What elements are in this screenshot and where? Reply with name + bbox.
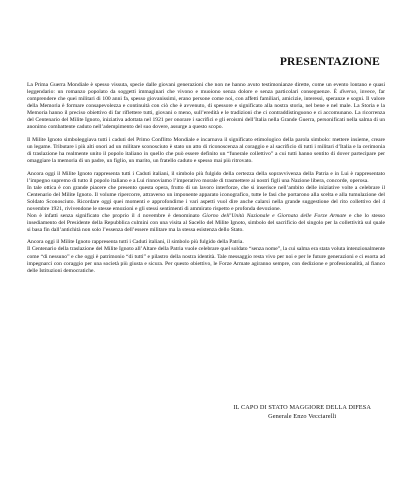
presentation-body (27, 82, 385, 280)
signature-name: Generale Enzo Vecciarelli (268, 412, 337, 420)
body-paragraph (27, 239, 385, 274)
paragraph-text: Il Milite Ignoto simboleggiava tutti i caduti del Primo Conflitto Mondiale e incarnava il significato etimologico della parola simbolo: mettere insieme, creare un legame. Tributare i più alti onori ad un militare sconosciuto è stato un atto di riconoscenza al coraggio e al sacrificio di tutti i militari d’Italia e la cerimonia di traslazione ha realmente unito il popolo italiano in quello che può essere definito un “funerale collettivo” a cui tutti hanno sentito di dover partecipare per omaggiare la memoria di un padre, un figlio, un marito, un fratello caduto e spesso mai più ritrovato. (27, 136, 385, 164)
italic-text: diverso (339, 89, 357, 96)
page-title: PRESENTAZIONE (279, 56, 380, 68)
signature-role: IL CAPO DI STATO MAGGIORE DELLA DIFESA (233, 404, 371, 411)
paragraph-text: , invece, far comprendere che quei militari di 100 anni fa, spesso giovanissimi, erano persone come noi, con affetti familiari, amicizie, interessi, speranze e sogni. Il valore della Memoria è formare consapevolezza e continuità con ciò che è avvenuto, di spessore e significato alla nostra storia, nel bene e nel male. La Storia e la Memoria hanno il preciso obiettivo di far riflettere tutti, giovani o meno, sull’eredità e le tradizioni che ci contraddistinguono e ci accomunano. La ricorrenza del Centenario del Milite Ignoto, iniziativa adottata nel 1921 per onorare i sacrifici e gli eroismi dell’Italia nella Grande Guerra, personificati nella salma di un anonimo combattente caduto nell’adempimento del suo dovere, assurge a questo scopo. (27, 89, 386, 131)
body-paragraph (27, 82, 385, 131)
paragraph-text: La Prima Guerra Mondiale è spesso vissuta, specie dalle giovani generazioni che non ne hanno avuto testimonianze dirette, come un evento lontano e quasi leggendario: un romanzo popolato da soggetti immaginari che vivono e muoiono senza dolore e senza particolari conseguenze. È (27, 82, 385, 96)
body-paragraph (27, 137, 385, 165)
body-paragraph (27, 171, 385, 234)
paragraph-text: Il Centenario della traslazione del Milite Ignoto all’Altare della Patria vuole celebrare quel soldato “senza nome”, la cui salma era stata voluta intenzionalmente come “di nessuno” e che oggi è patrimonio “di tutti” e pilastro della nostra identità. Tale messaggio resta vivo per noi e per le future generazioni e ci esorta ad impegnarci con coraggio per una società più giusta e sicura. Per questo obiettivo, le Forze Armate agiranno sempre, con dedizione e professionalità, al fianco delle Istituzioni democratiche. (27, 246, 385, 274)
signature-block (233, 404, 371, 421)
paragraph-text: In tale ottica è con grande piacere che presento questa opera, frutto di un lavoro interforze, che si inserisce nell’ambito delle iniziative volte a celebrare il Centenario del Milite Ignoto. Il volume ripercorre, attraverso un imponente apparato iconografico, tutte le fasi che portarono alla scelta e alla tumulazione del Soldato Sconosciuto. Ricordare oggi quei momenti e approfondirne i vari aspetti vuol dire anche calarsi nella grande suggestione del rito collettivo del 4 novembre 1921, rivivendone le stesse emozioni e gli stessi sentimenti di ammirato rispetto e profonda devozione. (27, 184, 385, 212)
paragraph-text: Non è infatti senza significato che proprio il 4 novembre è denominato (27, 212, 203, 219)
paragraph-text: e che lo stesso insediamento del Presidente della Repubblica culmini con una visita al Sacello del Milite Ignoto, simbolo del sacrificio del singolo per la collettività sul quale si basa fin dall’antichità non solo l’essenza dell’essere militare ma la stessa esistenza dello Stato. (27, 212, 385, 233)
paragraph-text: Ancora oggi il Milite Ignoto rappresenta tutti i Caduti italiani, il simbolo più fulgido della Patria. (27, 239, 244, 246)
paragraph-text: Ancora oggi il Milite Ignoto rappresenta tutti i Caduti italiani, il simbolo più fulgido della certezza della sopravvivenza della Patria e in Lui è rappresentato l’impegno supremo di tutto il popolo italiano e a Lui rinnoviamo l’imperativo morale di trasmettere ai nostri figli una Nazione libera, concorde, operosa. (27, 170, 385, 184)
italic-text: Giorno dell’Unità Nazionale e Giornata delle Forze Armate (202, 212, 347, 219)
